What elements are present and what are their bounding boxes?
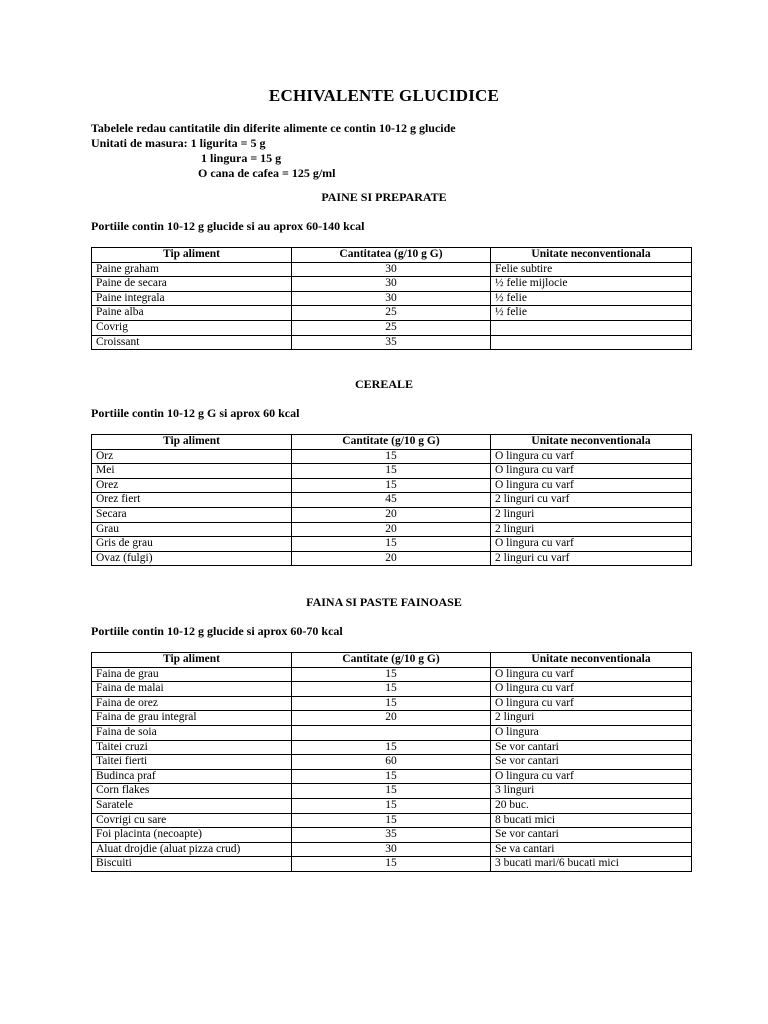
table-row	[92, 335, 692, 350]
cell-quantity: 30	[292, 277, 491, 292]
page-title: ECHIVALENTE GLUCIDICE	[268, 86, 500, 105]
column-header-unit: Unitate neconventionala	[491, 248, 692, 263]
cell-food-type: Mei	[92, 464, 292, 479]
cell-unit: 2 linguri cu varf	[491, 493, 692, 508]
table-row	[92, 667, 692, 682]
cell-quantity: 35	[292, 335, 491, 350]
table-header	[92, 435, 692, 450]
section-heading-paine: PAINE SI PREPARATE	[321, 190, 447, 204]
cell-food-type: Budinca praf	[92, 769, 292, 784]
table-row	[92, 291, 692, 306]
cell-food-type: Taitei fierti	[92, 755, 292, 770]
cell-food-type: Faina de soia	[92, 725, 292, 740]
table-row	[92, 262, 692, 277]
cell-unit: ½ felie	[491, 306, 692, 321]
intro-units-tablespoon: 1 lingura = 15 g	[201, 151, 282, 165]
table-row	[92, 755, 692, 770]
cell-quantity: 20	[292, 551, 491, 566]
cell-food-type: Grau	[92, 522, 292, 537]
table-row	[92, 306, 692, 321]
column-header-unit: Unitate neconventionala	[491, 435, 692, 450]
cell-food-type: Paine integrala	[92, 291, 292, 306]
table-row	[92, 813, 692, 828]
cell-unit: 3 linguri	[491, 784, 692, 799]
table-row	[92, 537, 692, 552]
cell-quantity: 15	[292, 667, 491, 682]
table-row	[92, 478, 692, 493]
cell-quantity: 15	[292, 449, 491, 464]
cell-unit: 2 linguri	[491, 711, 692, 726]
column-header-food-type: Tip aliment	[92, 248, 292, 263]
table-row	[92, 769, 692, 784]
table-row	[92, 682, 692, 697]
cell-food-type: Ovaz (fulgi)	[92, 551, 292, 566]
cell-food-type: Gris de grau	[92, 537, 292, 552]
table-header	[92, 248, 692, 263]
cell-unit: ½ felie mijlocie	[491, 277, 692, 292]
cell-quantity: 60	[292, 755, 491, 770]
cell-food-type: Saratele	[92, 798, 292, 813]
table-body	[92, 667, 692, 871]
table-row	[92, 507, 692, 522]
table-row	[92, 857, 692, 872]
cell-quantity: 15	[292, 798, 491, 813]
cell-unit: 2 linguri cu varf	[491, 551, 692, 566]
cell-food-type: Corn flakes	[92, 784, 292, 799]
cell-unit: O lingura	[491, 725, 692, 740]
cell-unit: O lingura cu varf	[491, 449, 692, 464]
cell-unit	[491, 320, 692, 335]
section-heading-cereale: CEREALE	[354, 377, 413, 391]
table-row	[92, 522, 692, 537]
cell-unit: ½ felie	[491, 291, 692, 306]
cell-unit: O lingura cu varf	[491, 696, 692, 711]
table-row	[92, 493, 692, 508]
table-body	[92, 262, 692, 350]
cell-food-type: Covrig	[92, 320, 292, 335]
table-row	[92, 828, 692, 843]
cell-unit: 3 bucati mari/6 bucati mici	[491, 857, 692, 872]
cell-food-type: Orez	[92, 478, 292, 493]
table-row	[92, 798, 692, 813]
cell-unit: Felie subtire	[491, 262, 692, 277]
section-note-cereale: Portiile contin 10-12 g G si aprox 60 kcal	[91, 406, 300, 420]
cell-unit: Se vor cantari	[491, 755, 692, 770]
cell-food-type: Croissant	[92, 335, 292, 350]
table-header-row	[92, 248, 692, 263]
table-faina	[91, 652, 692, 872]
cell-quantity: 35	[292, 828, 491, 843]
section-note-paine: Portiile contin 10-12 g glucide si au aprox 60-140 kcal	[91, 219, 365, 233]
cell-unit: 8 bucati mici	[491, 813, 692, 828]
table-row	[92, 551, 692, 566]
cell-food-type: Secara	[92, 507, 292, 522]
cell-food-type: Foi placinta (necoapte)	[92, 828, 292, 843]
cell-quantity: 15	[292, 769, 491, 784]
table-cereale	[91, 434, 692, 566]
table-paine	[91, 247, 692, 350]
cell-quantity: 20	[292, 522, 491, 537]
cell-quantity: 15	[292, 478, 491, 493]
cell-quantity: 15	[292, 464, 491, 479]
table-header-row	[92, 653, 692, 668]
cell-unit: O lingura cu varf	[491, 537, 692, 552]
cell-quantity: 15	[292, 813, 491, 828]
cell-food-type: Aluat drojdie (aluat pizza crud)	[92, 842, 292, 857]
cell-unit: O lingura cu varf	[491, 769, 692, 784]
cell-unit: Se vor cantari	[491, 740, 692, 755]
column-header-quantity: Cantitatea (g/10 g G)	[292, 248, 491, 263]
cell-quantity: 45	[292, 493, 491, 508]
table-row	[92, 725, 692, 740]
cell-unit: 2 linguri	[491, 507, 692, 522]
cell-unit: 20 buc.	[491, 798, 692, 813]
cell-unit: O lingura cu varf	[491, 464, 692, 479]
cell-unit: O lingura cu varf	[491, 667, 692, 682]
table-row	[92, 320, 692, 335]
cell-quantity: 30	[292, 842, 491, 857]
table-row	[92, 711, 692, 726]
cell-food-type: Paine alba	[92, 306, 292, 321]
cell-food-type: Paine graham	[92, 262, 292, 277]
column-header-quantity: Cantitate (g/10 g G)	[292, 653, 491, 668]
intro-units-cup: O cana de cafea = 125 g/ml	[198, 166, 336, 180]
cell-quantity: 25	[292, 320, 491, 335]
cell-food-type: Faina de grau integral	[92, 711, 292, 726]
cell-unit: 2 linguri	[491, 522, 692, 537]
cell-unit: O lingura cu varf	[491, 478, 692, 493]
cell-quantity: 20	[292, 507, 491, 522]
cell-food-type: Covrigi cu sare	[92, 813, 292, 828]
cell-food-type: Paine de secara	[92, 277, 292, 292]
column-header-food-type: Tip aliment	[92, 435, 292, 450]
cell-food-type: Taitei cruzi	[92, 740, 292, 755]
table-row	[92, 784, 692, 799]
section-note-faina: Portiile contin 10-12 g glucide si aprox 60-70 kcal	[91, 624, 343, 638]
cell-quantity: 15	[292, 740, 491, 755]
cell-quantity	[292, 725, 491, 740]
column-header-unit: Unitate neconventionala	[491, 653, 692, 668]
cell-food-type: Orz	[92, 449, 292, 464]
cell-food-type: Faina de grau	[92, 667, 292, 682]
intro-block	[91, 121, 456, 181]
column-header-quantity: Cantitate (g/10 g G)	[292, 435, 491, 450]
cell-quantity: 15	[292, 537, 491, 552]
table-row	[92, 696, 692, 711]
cell-quantity: 15	[292, 696, 491, 711]
intro-units-teaspoon: Unitati de masura: 1 ligurita = 5 g	[91, 136, 266, 150]
table-row	[92, 740, 692, 755]
table-header	[92, 653, 692, 668]
cell-quantity: 30	[292, 291, 491, 306]
column-header-food-type: Tip aliment	[92, 653, 292, 668]
cell-quantity: 15	[292, 784, 491, 799]
cell-quantity: 30	[292, 262, 491, 277]
section-heading-faina: FAINA SI PASTE FAINOASE	[306, 595, 462, 609]
cell-unit: Se va cantari	[491, 842, 692, 857]
table-header-row	[92, 435, 692, 450]
table-body	[92, 449, 692, 566]
cell-quantity: 15	[292, 857, 491, 872]
table-row	[92, 464, 692, 479]
table-row	[92, 277, 692, 292]
cell-quantity: 20	[292, 711, 491, 726]
cell-unit	[491, 335, 692, 350]
cell-food-type: Faina de malai	[92, 682, 292, 697]
cell-quantity: 15	[292, 682, 491, 697]
intro-description: Tabelele redau cantitatile din diferite alimente ce contin 10-12 g glucide	[91, 121, 456, 135]
cell-food-type: Orez fiert	[92, 493, 292, 508]
cell-unit: Se vor cantari	[491, 828, 692, 843]
cell-unit: O lingura cu varf	[491, 682, 692, 697]
table-row	[92, 449, 692, 464]
table-row	[92, 842, 692, 857]
cell-quantity: 25	[292, 306, 491, 321]
cell-food-type: Biscuiti	[92, 857, 292, 872]
cell-food-type: Faina de orez	[92, 696, 292, 711]
